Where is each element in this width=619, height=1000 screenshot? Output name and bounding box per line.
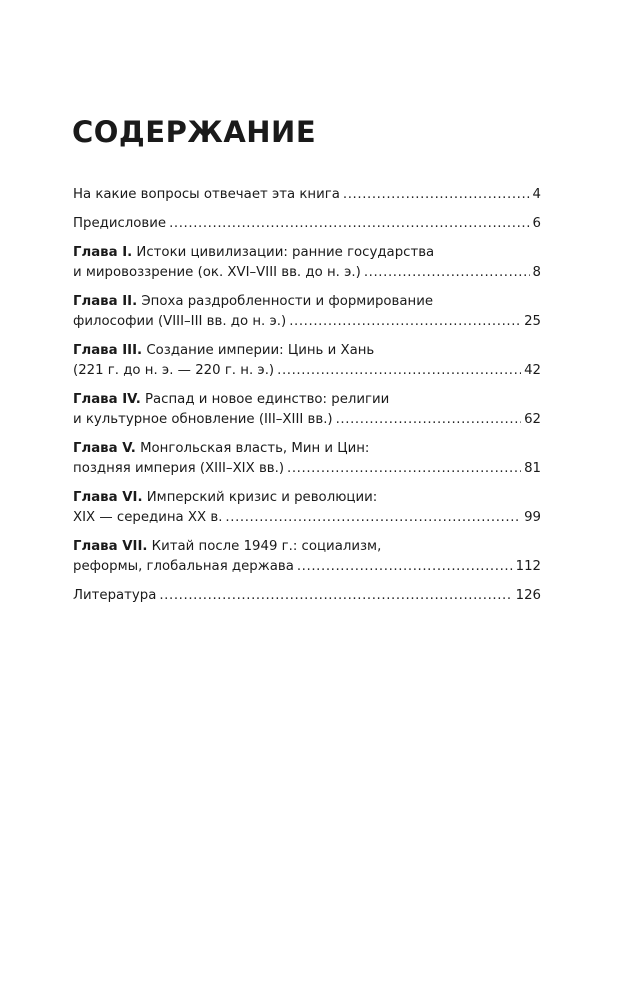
toc-entry-line <box>73 410 541 430</box>
toc-entry-chapter-1[interactable] <box>73 243 541 283</box>
chapter-title-part-1: Создание империи: Цинь и Хань <box>142 343 375 358</box>
chapter-title-part-2: и культурное обновление (III–XIII вв.) <box>73 412 333 427</box>
chapter-title-part-1: Китай после 1949 г.: социализм, <box>147 539 382 554</box>
chapter-label: Глава VII. <box>73 539 148 554</box>
toc-entry-line <box>73 508 541 528</box>
toc-entry-first-line <box>73 292 541 312</box>
toc-entry-line <box>73 557 541 577</box>
toc-entry-chapter-2[interactable] <box>73 292 541 332</box>
page-title: СОДЕРЖАНИЕ <box>72 115 317 149</box>
dot-leader <box>159 586 512 606</box>
chapter-label: Глава III. <box>73 343 143 358</box>
dot-leader <box>364 263 530 283</box>
dot-leader <box>277 361 521 381</box>
chapter-title-part-1: Монгольская власть, Мин и Цин: <box>135 441 370 456</box>
page-number: 62 <box>524 412 541 427</box>
page-number: 112 <box>515 559 541 574</box>
toc-entry-line <box>73 586 541 606</box>
dot-leader <box>297 557 513 577</box>
dot-leader <box>225 508 521 528</box>
toc-entry-chapter-4[interactable] <box>73 390 541 430</box>
toc-entry-line <box>73 361 541 381</box>
chapter-label: Глава II. <box>73 294 138 309</box>
chapter-label: Глава I. <box>73 245 133 260</box>
chapter-title-part-2: философии (VIII–III вв. до н. э.) <box>73 314 287 329</box>
dot-leader <box>169 214 529 234</box>
toc-entry-line <box>73 263 541 283</box>
chapter-title-part-2: XIX — середина XX в. <box>73 510 223 525</box>
toc-entry-intro-questions[interactable] <box>73 185 541 205</box>
dot-leader <box>343 185 530 205</box>
page-number: 4 <box>532 187 541 202</box>
chapter-title-part-1: Истоки цивилизации: ранние государства <box>132 245 435 260</box>
toc-entry-first-line <box>73 390 541 410</box>
page-number: 42 <box>524 363 541 378</box>
toc-entry-first-line <box>73 439 541 459</box>
chapter-title-part-2: (221 г. до н. э. — 220 г. н. э.) <box>73 363 275 378</box>
chapter-label: Глава V. <box>73 441 136 456</box>
chapter-label: Глава IV. <box>73 392 141 407</box>
table-of-contents <box>73 185 541 606</box>
chapter-title-part-1: Распад и новое единство: религии <box>140 392 390 407</box>
toc-entry-preface[interactable] <box>73 214 541 234</box>
chapter-title-part-2: и мировоззрение (ок. XVI–VIII вв. до н. э.) <box>73 265 361 280</box>
toc-entry-line <box>73 459 541 479</box>
toc-entry-first-line <box>73 537 541 557</box>
dot-leader <box>289 312 521 332</box>
chapter-title-part-1: Имперский кризис и революции: <box>142 490 378 505</box>
page-number: 8 <box>532 265 541 280</box>
chapter-title-part-2: поздняя империя (XIII–XIX вв.) <box>73 461 285 476</box>
toc-entry-chapter-3[interactable] <box>73 341 541 381</box>
toc-entry-line <box>73 185 541 205</box>
chapter-title-part-1: Эпоха раздробленности и формирование <box>137 294 434 309</box>
toc-entry-first-line <box>73 488 541 508</box>
page-number: 25 <box>524 314 541 329</box>
page-number: 81 <box>524 461 541 476</box>
toc-entry-first-line <box>73 341 541 361</box>
chapter-label: Глава VI. <box>73 490 143 505</box>
toc-entry-line <box>73 214 541 234</box>
dot-leader <box>336 410 521 430</box>
toc-entry-chapter-5[interactable] <box>73 439 541 479</box>
page-number: 6 <box>532 216 541 231</box>
toc-entry-chapter-7[interactable] <box>73 537 541 577</box>
dot-leader <box>287 459 521 479</box>
toc-entry-chapter-6[interactable] <box>73 488 541 528</box>
toc-entry-title: На какие вопросы отвечает эта книга <box>73 187 340 202</box>
toc-entry-line <box>73 312 541 332</box>
toc-entry-title: Литература <box>73 588 157 603</box>
toc-entry-first-line <box>73 243 541 263</box>
toc-entry-literature[interactable] <box>73 586 541 606</box>
page-number: 126 <box>515 588 541 603</box>
chapter-title-part-2: реформы, глобальная держава <box>73 559 294 574</box>
toc-entry-title: Предисловие <box>73 216 167 231</box>
page-number: 99 <box>524 510 541 525</box>
